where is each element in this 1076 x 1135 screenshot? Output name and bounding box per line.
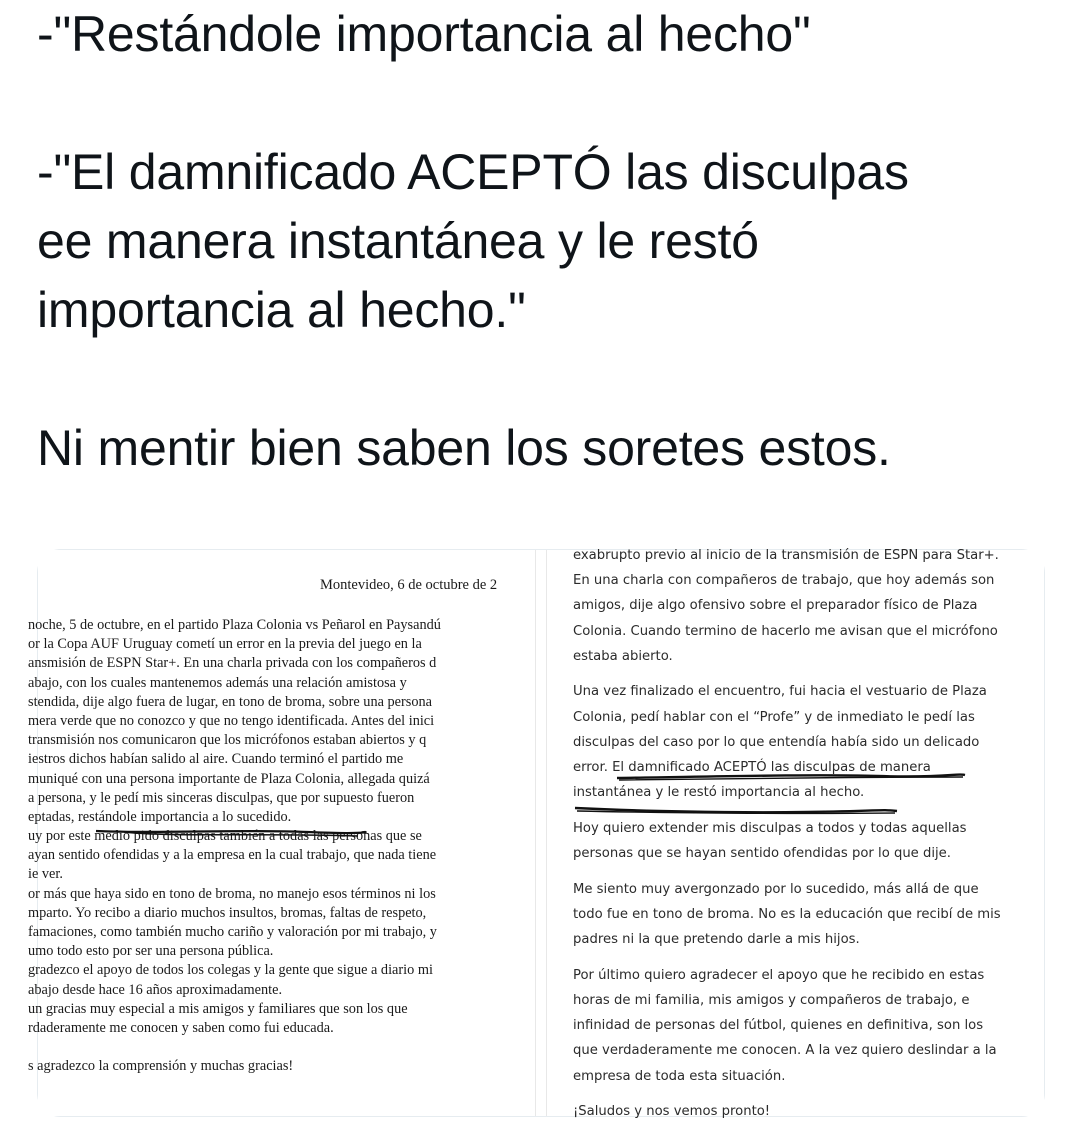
letter-line: uy por este medio pido disculpas también a todas las personas que se bbox=[28, 828, 422, 845]
letter-line: personas que se hayan sentido ofendidas por lo que dije. bbox=[573, 846, 951, 862]
letter-line: instantánea y le restó importancia al hecho. bbox=[573, 785, 865, 801]
letter-line: famaciones, como también mucho cariño y valoración por mi trabajo, y bbox=[28, 924, 437, 940]
letter-line: eptadas, restándole importancia a lo sucedido. bbox=[28, 808, 292, 825]
tweet-line-3: ee manera instantánea y le restó bbox=[37, 213, 759, 269]
letter-paragraph bbox=[573, 543, 1043, 669]
letter-line: estaba abierto. bbox=[573, 648, 673, 664]
letter-line: ansmisión de ESPN Star+. En una charla privada con los compañeros d bbox=[28, 655, 437, 672]
letter-line bbox=[28, 1038, 558, 1057]
letter-line: mera verde que no conozco y que no tengo identificada. Antes del inici bbox=[28, 712, 435, 729]
letter-line: ayan sentido ofendidas y a la empresa en la cual trabajo, que nada tiene bbox=[28, 847, 437, 864]
letter-line: or más que haya sido en tono de broma, no manejo esos términos ni los bbox=[28, 885, 436, 902]
letter-line: umo todo esto por ser una persona pública. bbox=[28, 943, 274, 960]
letter-line: noche, 5 de octubre, en el partido Plaza Colonia vs Peñarol en Paysandú bbox=[28, 617, 441, 633]
tweet-media-grid bbox=[28, 548, 1045, 1120]
letter-line: padres ni la que pretendo darle a mis hijos. bbox=[573, 932, 860, 948]
media-image-left[interactable] bbox=[28, 550, 535, 1116]
letter-line: disculpas del caso por lo que entendía había sido un delicado bbox=[573, 734, 980, 750]
letter-line: ie ver. bbox=[28, 866, 63, 883]
typed-letter bbox=[573, 543, 1043, 1135]
media-image-right[interactable] bbox=[547, 548, 1044, 1120]
letter-paragraph bbox=[573, 877, 1043, 953]
letter-line: Hoy quiero extender mis disculpas a todos y todas aquellas bbox=[573, 820, 967, 836]
letter-line: stendida, dije algo fuera de lugar, en tono de broma, sobre una persona bbox=[28, 693, 432, 710]
letter-body bbox=[28, 616, 558, 1077]
letter-line: Me siento muy avergonzado por lo sucedido, más allá de que bbox=[573, 881, 979, 897]
letter-line: que verdaderamente me conocen. A la vez quiero deslindar a la bbox=[573, 1043, 997, 1059]
letter-line: todo fue en tono de broma. No es la educación que recibí de mis bbox=[573, 906, 1001, 922]
letter-line: horas de mi familia, mis amigos y compañeros de trabajo, e bbox=[573, 993, 970, 1008]
tweet-line-4: importancia al hecho." bbox=[37, 282, 526, 338]
letter-line: mparto. Yo recibo a diario muchos insultos, bromas, faltas de respeto, bbox=[28, 904, 427, 921]
media-separator bbox=[535, 550, 547, 1116]
letter-paragraph bbox=[573, 816, 1043, 866]
letter-line: un gracias muy especial a mis amigos y familiares que son los que bbox=[28, 1000, 408, 1017]
letter-paragraph bbox=[573, 679, 1043, 805]
letter-line: Una vez finalizado el encuentro, fui hacia el vestuario de Plaza bbox=[573, 684, 987, 700]
letter-line: gradezco el apoyo de todos los colegas y la gente que sigue a diario mi bbox=[28, 962, 433, 979]
letter-line: a persona, y le pedí mis sinceras disculpas, que por supuesto fueron bbox=[28, 789, 415, 806]
letter-line: infinidad de personas del fútbol, quienes en definitiva, son los bbox=[573, 1018, 984, 1034]
letter-line: or la Copa AUF Uruguay cometí un error en la previa del juego en la bbox=[28, 636, 422, 653]
letter-line: abajo, con los cuales mantenemos además una relación amistosa y bbox=[28, 674, 407, 691]
letter-line: error. El damnificado ACEPTÓ las disculpas de manera bbox=[573, 760, 931, 775]
letter-paragraph bbox=[573, 1099, 1043, 1124]
letter-line: transmisión nos comunicaron que los micrófonos estaban abiertos y q bbox=[28, 732, 427, 749]
letter-line: En una charla con compañeros de trabajo, que hoy además son bbox=[573, 573, 995, 589]
letter-line: s agradezco la comprensión y muchas gracias! bbox=[28, 1058, 294, 1075]
letter-line: muniqué con una persona importante de Plaza Colonia, allegada quizá bbox=[28, 770, 430, 787]
letter-line: exabrupto previo al inicio de la transmisión de ESPN para Star+. bbox=[573, 548, 999, 563]
letter-line: Colonia. Cuando termino de hacerlo me avisan que el micrófono bbox=[573, 623, 998, 639]
letter-line: abajo desde hace 16 años aproximadamente. bbox=[28, 981, 283, 998]
letter-line: iestros dichos habían salido al aire. Cuando terminó el partido me bbox=[28, 751, 404, 768]
letter-line: empresa de toda esta situación. bbox=[573, 1068, 786, 1084]
letter-date: Montevideo, 6 de octubre de 2 bbox=[320, 577, 498, 593]
letter-line: ¡Saludos y nos vemos pronto! bbox=[573, 1104, 771, 1120]
letter-line: Por último quiero agradecer el apoyo que he recibido en estas bbox=[573, 967, 985, 983]
tweet-line-2: -"El damnificado ACEPTÓ las disculpas bbox=[37, 144, 909, 200]
tweet-line-5: Ni mentir bien saben los soretes estos. bbox=[37, 420, 891, 476]
letter-line: Colonia, pedí hablar con el “Profe” y de inmediato le pedí las bbox=[573, 709, 975, 725]
tweet-text bbox=[37, 0, 1047, 483]
letter-line: amigos, dije algo ofensivo sobre el preparador físico de Plaza bbox=[573, 598, 978, 614]
letter-line: rdaderamente me conocen y saben como fui educada. bbox=[28, 1019, 334, 1036]
tweet-line-1: -"Restándole importancia al hecho" bbox=[37, 6, 811, 62]
letter-paragraph bbox=[573, 963, 1043, 1089]
